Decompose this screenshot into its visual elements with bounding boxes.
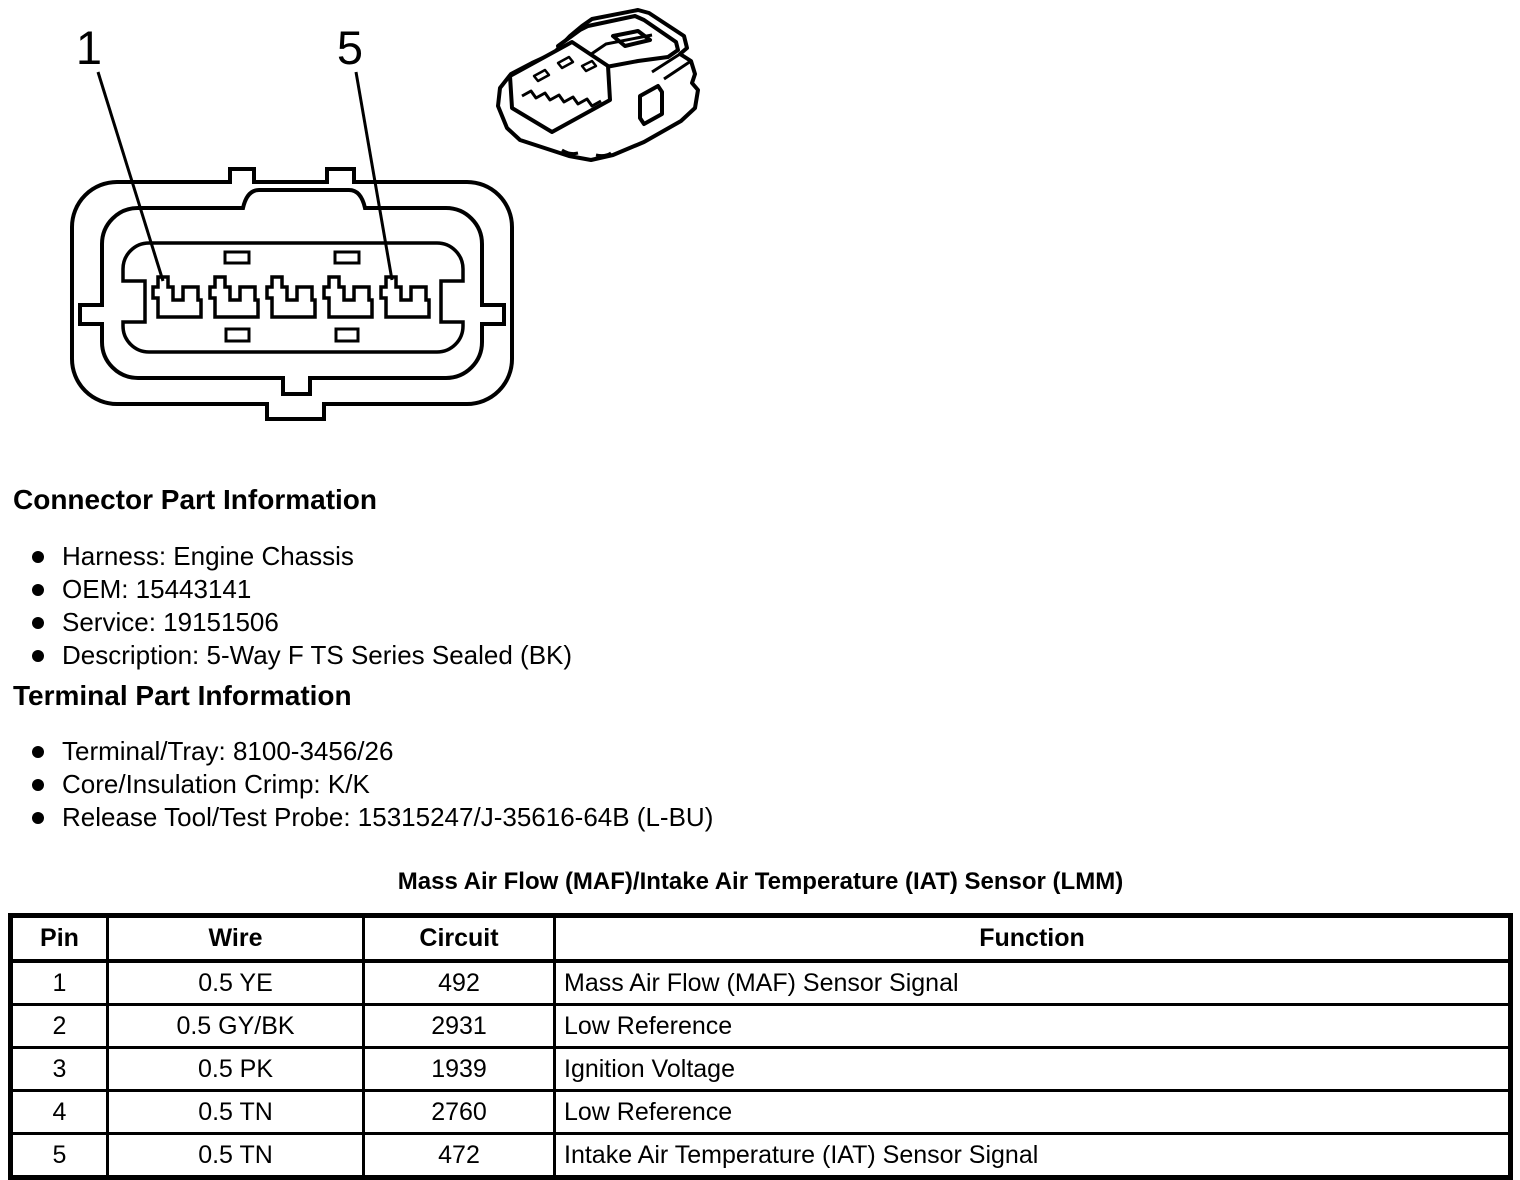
terminal-part-information-list <box>0 735 713 834</box>
list-item <box>0 639 572 672</box>
bullet-icon <box>32 746 44 758</box>
bullet-icon <box>32 812 44 824</box>
function-cell: Low Reference <box>555 1091 1511 1134</box>
list-item <box>0 768 713 801</box>
pinout-table <box>8 913 1513 1180</box>
list-item-text: Terminal/Tray: 8100-3456/26 <box>62 736 394 766</box>
list-item-text: Harness: Engine Chassis <box>62 541 354 571</box>
index-slot <box>335 252 359 263</box>
function-cell: Mass Air Flow (MAF) Sensor Signal <box>555 961 1511 1005</box>
connector-part-information-list <box>0 540 572 672</box>
list-item-text: Core/Insulation Crimp: K/K <box>62 769 370 799</box>
list-item <box>0 606 572 639</box>
function-cell: Intake Air Temperature (IAT) Sensor Signal <box>555 1134 1511 1178</box>
pin-cell: 1 <box>11 961 108 1005</box>
bullet-icon <box>32 650 44 662</box>
wire-cell: 0.5 TN <box>108 1134 364 1178</box>
bullet-icon <box>32 584 44 596</box>
connector-front-view <box>72 169 512 419</box>
table-row <box>11 1005 1511 1048</box>
list-item <box>0 540 572 573</box>
column-header: Function <box>555 916 1511 962</box>
pin-cell: 3 <box>11 1048 108 1091</box>
list-item <box>0 801 713 834</box>
wire-cell: 0.5 TN <box>108 1091 364 1134</box>
index-slot <box>225 252 249 263</box>
list-item-text: Release Tool/Test Probe: 15315247/J-35616-64B (L-BU) <box>62 802 714 832</box>
function-cell: Ignition Voltage <box>555 1048 1511 1091</box>
connector-isometric-view <box>498 10 698 160</box>
pin-cell: 4 <box>11 1091 108 1134</box>
circuit-cell: 492 <box>364 961 555 1005</box>
table-row <box>11 1048 1511 1091</box>
wire-cell: 0.5 PK <box>108 1048 364 1091</box>
connector-diagram <box>0 0 760 470</box>
pin-5-label: 5 <box>336 21 364 74</box>
index-slot <box>336 329 358 341</box>
bullet-icon <box>32 617 44 629</box>
bullet-icon <box>32 551 44 563</box>
pin-cell: 5 <box>11 1134 108 1178</box>
pin-1-label: 1 <box>75 21 103 74</box>
circuit-cell: 1939 <box>364 1048 555 1091</box>
index-slot <box>226 329 249 341</box>
table-row <box>11 1134 1511 1178</box>
wire-cell: 0.5 GY/BK <box>108 1005 364 1048</box>
column-header: Pin <box>11 916 108 962</box>
table-row <box>11 1091 1511 1134</box>
list-item-text: Description: 5-Way F TS Series Sealed (BK) <box>62 640 573 670</box>
list-item <box>0 573 572 606</box>
connector-part-information-heading: Connector Part Information <box>13 484 378 515</box>
bullet-icon <box>32 779 44 791</box>
list-item-text: Service: 19151506 <box>62 607 279 637</box>
table-header-row <box>11 916 1511 962</box>
column-header: Wire <box>108 916 364 962</box>
list-item <box>0 735 713 768</box>
pin-cell: 2 <box>11 1005 108 1048</box>
pinout-table-title: Mass Air Flow (MAF)/Intake Air Temperature (IAT) Sensor (LMM) <box>397 868 1124 895</box>
column-header: Circuit <box>364 916 555 962</box>
terminal-part-information-heading: Terminal Part Information <box>13 680 352 711</box>
list-item-text: OEM: 15443141 <box>62 574 252 604</box>
table-row <box>11 961 1511 1005</box>
circuit-cell: 2931 <box>364 1005 555 1048</box>
wire-cell: 0.5 YE <box>108 961 364 1005</box>
circuit-cell: 2760 <box>364 1091 555 1134</box>
pinout-table-container <box>8 913 1513 1180</box>
circuit-cell: 472 <box>364 1134 555 1178</box>
function-cell: Low Reference <box>555 1005 1511 1048</box>
